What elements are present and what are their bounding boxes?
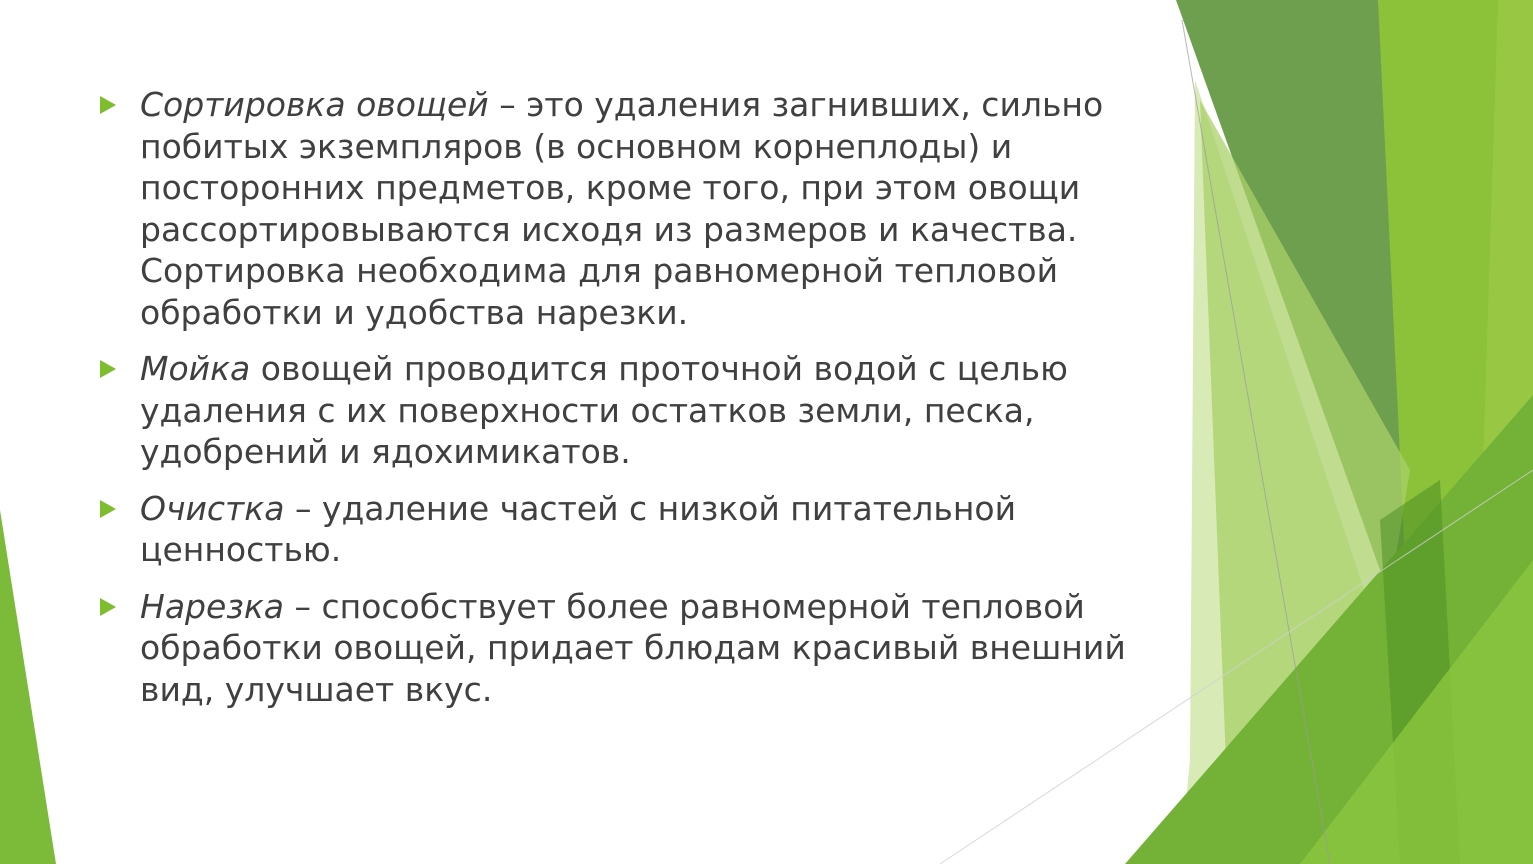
bullet-item-cutting [100,586,1160,711]
bullet-item-sorting [100,84,1160,333]
bullet-term: Мойка [140,349,251,388]
triangle-right-icon [100,360,116,378]
bullet-term: Сортировка овощей [140,85,489,124]
bullet-text: овощей проводится проточной водой с целью удаления с их поверхности остатков земли, песка, удобрений и ядохимикатов. [140,349,1068,471]
bullet-term: Нарезка [140,586,284,626]
bullet-list [100,84,1160,725]
left-green-sliver [0,510,56,864]
triangle-right-icon [100,598,116,616]
bullet-text: – удаление частей с низкой питательной ценностью. [140,488,1017,569]
bullet-text: – это удаления загнивших, сильно побитых экземпляров (в основном корнеплоды) и посторонних предметов, кроме того, при этом овощи рассортировываются исходя из размеров и качества. Сортировка необходима для равномерной тепловой обработки и удобства нарезки. [140,85,1104,332]
bullet-item-peeling [100,488,1160,571]
bullet-text: – способствует более равномерной тепловой обработки овощей, придает блюдам красивый внешний вид, улучшает вкус. [140,586,1126,709]
triangle-right-icon [100,96,116,114]
bullet-item-washing [100,348,1160,473]
triangle-right-icon [100,500,116,518]
bullet-term: Очистка [140,488,285,528]
